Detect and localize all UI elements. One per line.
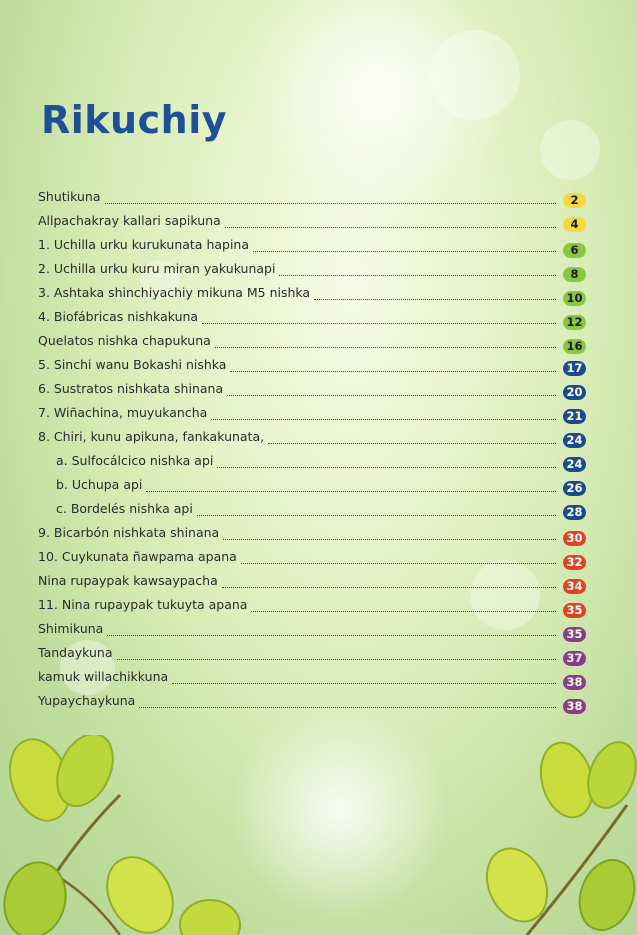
toc-page-number-badge: 34 (563, 579, 586, 594)
toc-page-number-badge: 24 (563, 433, 586, 448)
toc-entry-label: Nina rupaypak kawsaypacha (38, 573, 218, 588)
toc-entry[interactable] (38, 645, 586, 669)
toc-page-number-badge: 32 (563, 555, 586, 570)
toc-page-number-badge: 37 (563, 651, 586, 666)
toc-leader-dots (222, 587, 556, 588)
toc-entry-label: Shutikuna (38, 189, 101, 204)
toc-entry[interactable] (38, 261, 586, 285)
toc-entry-label: 3. Ashtaka shinchiyachiy mikuna M5 nishka (38, 285, 311, 300)
toc-leader-dots (253, 251, 556, 252)
toc-entry[interactable] (38, 213, 586, 237)
toc-entry-label: b. Uchupa api (56, 477, 143, 492)
toc-leader-dots (139, 707, 556, 708)
toc-entry[interactable] (38, 333, 586, 357)
toc-entry-label: Tandaykuna (38, 645, 113, 660)
toc-entry[interactable] (38, 477, 586, 501)
toc-page-number-badge: 30 (563, 531, 586, 546)
toc-entry-label: 7. Wiñachina, muyukancha (38, 405, 208, 420)
toc-leader-dots (211, 419, 556, 420)
toc-leader-dots (107, 635, 556, 636)
toc-leader-dots (225, 227, 556, 228)
toc-entry[interactable] (38, 429, 586, 453)
toc-leader-dots (223, 539, 556, 540)
toc-page-number-badge: 35 (563, 627, 586, 642)
toc-entry[interactable] (38, 189, 586, 213)
toc-page-number-badge: 6 (563, 243, 586, 258)
toc-page-number-badge: 16 (563, 339, 586, 354)
toc-entry[interactable] (38, 693, 586, 717)
toc-leader-dots (117, 659, 556, 660)
toc-entry-label: kamuk willachikkuna (38, 669, 169, 684)
toc-entry-label: 9. Bicarbón nishkata shinana (38, 525, 220, 540)
toc-leader-dots (215, 347, 556, 348)
toc-entry[interactable] (38, 573, 586, 597)
toc-page-number-badge: 12 (563, 315, 586, 330)
toc-entry-label: 1. Uchilla urku kurukunata hapina (38, 237, 250, 252)
left-leaves-decoration (0, 735, 250, 935)
toc-entry-label: 11. Nina rupaypak tukuyta apana (38, 597, 248, 612)
toc-entry-label: 5. Sinchi wanu Bokashi nishka (38, 357, 227, 372)
bokeh-light (540, 120, 600, 180)
toc-entry-label: 6. Sustratos nishkata shinana (38, 381, 224, 396)
toc-leader-dots (197, 515, 556, 516)
toc-page-number-badge: 26 (563, 481, 586, 496)
toc-leader-dots (268, 443, 556, 444)
toc-page-number-badge: 35 (563, 603, 586, 618)
toc-entry[interactable] (38, 405, 586, 429)
toc-page-number-badge: 20 (563, 385, 586, 400)
toc-leader-dots (251, 611, 556, 612)
toc-page-number-badge: 10 (563, 291, 586, 306)
toc-page-number-badge: 38 (563, 675, 586, 690)
toc-entry-label: 10. Cuykunata ñawpama apana (38, 549, 237, 564)
toc-entry[interactable] (38, 453, 586, 477)
toc-leader-dots (279, 275, 556, 276)
toc-entry[interactable] (38, 501, 586, 525)
toc-entry[interactable] (38, 381, 586, 405)
toc-entry[interactable] (38, 621, 586, 645)
toc-leader-dots (227, 395, 556, 396)
page-title: Rikuchiy (41, 98, 227, 142)
toc-leader-dots (314, 299, 556, 300)
toc-page-number-badge: 4 (563, 217, 586, 232)
toc-page-number-badge: 17 (563, 361, 586, 376)
toc-entry[interactable] (38, 525, 586, 549)
toc-entry[interactable] (38, 285, 586, 309)
glow-light (230, 700, 450, 920)
toc-entry[interactable] (38, 309, 586, 333)
toc-leader-dots (105, 203, 556, 204)
toc-entry-label: a. Sulfocálcico nishka api (56, 453, 214, 468)
toc-page-number-badge: 28 (563, 505, 586, 520)
toc-page-number-badge: 24 (563, 457, 586, 472)
toc-leader-dots (241, 563, 556, 564)
glow-light (250, 0, 510, 220)
toc-leader-dots (172, 683, 556, 684)
toc-leader-dots (146, 491, 556, 492)
right-leaves-decoration (457, 735, 637, 935)
toc-leader-dots (230, 371, 556, 372)
toc-page-number-badge: 2 (563, 193, 586, 208)
toc-leader-dots (217, 467, 556, 468)
toc-page-number-badge: 21 (563, 409, 586, 424)
toc-entry[interactable] (38, 237, 586, 261)
toc-page-number-badge: 8 (563, 267, 586, 282)
toc-entry-label: 2. Uchilla urku kuru miran yakukunapi (38, 261, 276, 276)
toc-entry-label: Shimikuna (38, 621, 104, 636)
toc-entry-label: Quelatos nishka chapukuna (38, 333, 211, 348)
toc-entry-label: c. Bordelés nishka api (56, 501, 193, 516)
toc-entry-label: 8. Chiri, kunu apikuna, fankakunata, (38, 429, 265, 444)
toc-entry-label: 4. Biofábricas nishkakuna (38, 309, 199, 324)
toc-entry-label: Allpachakray kallari sapikuna (38, 213, 221, 228)
toc-entry[interactable] (38, 549, 586, 573)
toc-entry[interactable] (38, 669, 586, 693)
toc-entry-label: Yupaychaykuna (38, 693, 136, 708)
toc-entry[interactable] (38, 357, 586, 381)
table-of-contents (38, 189, 586, 717)
toc-leader-dots (202, 323, 556, 324)
toc-page-number-badge: 38 (563, 699, 586, 714)
toc-entry[interactable] (38, 597, 586, 621)
